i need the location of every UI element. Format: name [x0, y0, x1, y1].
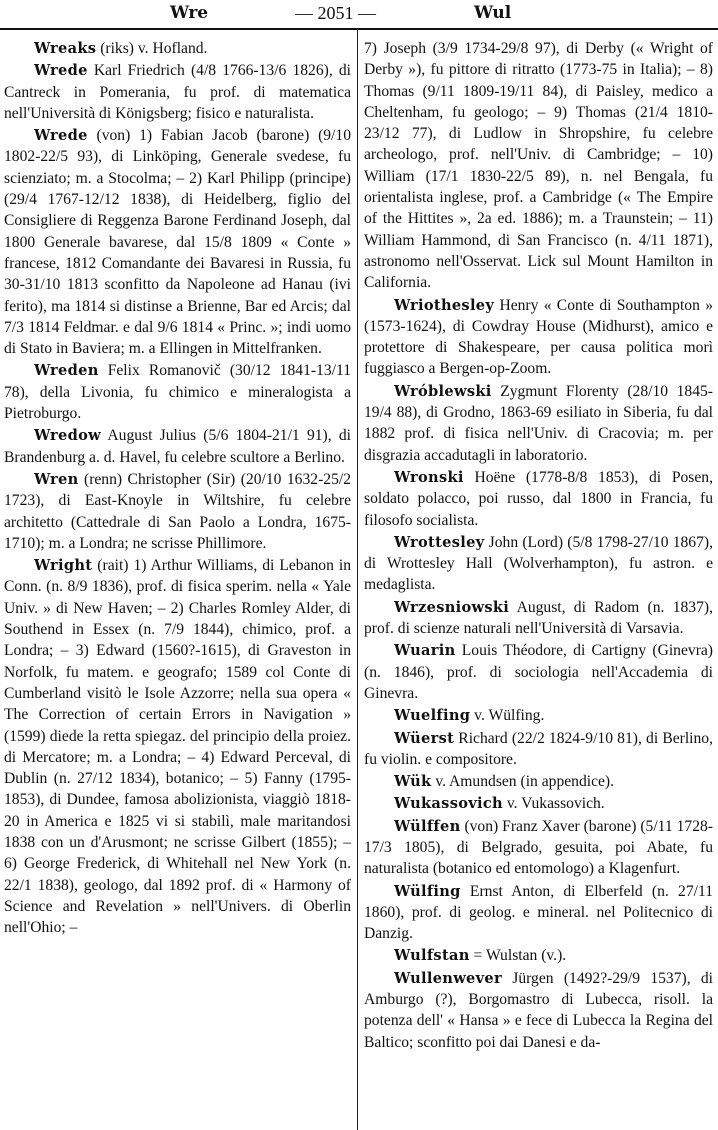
dictionary-entry: [4, 555, 351, 938]
entry-text: v. Vukassovich.: [502, 795, 605, 813]
dictionary-entry: [4, 60, 351, 124]
entry-text: (riks) v. Hofland.: [96, 40, 208, 57]
dictionary-entry: [364, 771, 713, 792]
dictionary-entry: [4, 360, 351, 424]
running-head-left: Wre: [170, 3, 209, 23]
dictionary-entry: [364, 381, 713, 466]
page-header: [0, 0, 718, 30]
entry-headword: Wukassovich: [394, 795, 503, 813]
dictionary-entry: [364, 728, 713, 771]
dictionary-entry: [364, 816, 713, 880]
entry-text: (rait) 1) Arthur Williams, di Lebanon in Conn. (n. 8/9 1836), prof. di fisica sperim. nella « Yale Univ. » di New Haven; – 2) Charles Romley Alder, di Southend in Essex (n. 7/9 1844), chimico, prof. a Londra; – 3) Edward (1560?-1615), di Graveston in Norfolk, fu matem. e geografo; 1589 col Conte di Cumberland visitò le Isole Azzorre; nella sua opera « The Correction of certain Errors in Navigation » (1599) diede la retta spiegaz. del principio della proiez. di Mercatore; m. a Londra; – 4) Edward Perceval, di Dublin (n. 27/12 1834), botanico; – 5) Fanny (1795-1853), di Dundee, famosa abolizionista, viaggiò 1818-20 in America e 1825 vi si stabilì, male maritandosi 1838 con un d'Arusmont; ne scrisse Gilbert (1855); – 6) George Frederick, di Whitehall nel New York (n. 22/1 1838), geologo, dal 1892 prof. di « Harmony of Science and Revelation » nell'Univers. di Oberlin nell'Ohio; –: [4, 557, 351, 937]
entry-headword: Wülffen: [394, 817, 461, 835]
entry-text: Jürgen (1492?-29/9 1537), di Amburgo (?), Borgomastro di Lubecca, risoll. la potenza dell' « Hansa » e fece di Lubecca la Regina del Baltico; sconfitto poi dai Danesi e da-: [364, 969, 713, 1051]
entry-headword: Wreaks: [34, 40, 97, 57]
entry-headword: Wuelfing: [394, 707, 471, 725]
entry-headword: Wright: [34, 557, 93, 575]
entry-headword: Wrede: [34, 62, 88, 80]
entry-headword: Wronski: [394, 468, 464, 486]
entry-text: Louis Théodore, di Cartigny (Ginevra) (n. 1846), prof. di sociologia nell'Accademia di Ginevra.: [364, 642, 713, 702]
entry-headword: Wredow: [34, 427, 102, 445]
entry-headword: Wreden: [34, 362, 99, 380]
entry-text: Zygmunt Florenty (28/10 1845-19/4 88), di Grodno, 1863-69 esiliato in Siberia, fu dal 1882 prof. di fisica nell'Univ. di Cracovia; m. per disgrazia accadutagli in laboratorio.: [364, 382, 713, 464]
dictionary-entry: [364, 945, 713, 966]
entry-headword: Wrzesniowski: [394, 598, 510, 616]
running-head-right: Wul: [474, 3, 512, 23]
dictionary-entry: [364, 881, 713, 945]
entry-text: August, di Radom (n. 1837), prof. di scienze naturali nell'Università di Varsavia.: [364, 598, 713, 638]
entry-headword: Wüerst: [394, 729, 455, 747]
entry-headword: Wrede: [34, 127, 88, 145]
left-column: [4, 38, 351, 939]
dictionary-entry: [364, 295, 713, 380]
entry-text: 7) Joseph (3/9 1734-29/8 97), di Derby (« Wright of Derby »), fu pittore di ritratto (1773-75 in Italia); – 8) Thomas (9/11 1809-19/11 84), di Paisley, medico a Cheltenham, fu geologo; – 9) Thomas (21/4 1810-23/12 77), di Ludlow in Shropshire, fu celebre archeologo, prof. nell'Univ. di Cambridge; – 10) William (17/1 1830-22/5 89), n. nel Bengala, fu orientalista inglese, prof. a Cambridge (« The Empire of the Hittites », 2a ed. 1886); m. a Traunstein; – 11) William Hammond, di San Francisco (n. 4/11 1871), astronomo nell'Osservat. Lick sul Mount Hamilton in California.: [364, 40, 713, 292]
entry-headword: Wren: [34, 470, 79, 488]
entry-text: (von) Franz Xaver (barone) (5/11 1728-17/3 1805), di Belgrado, gesuita, poi Abate, fu naturalista (botanico ed entomologo) a Klagenfurt.: [364, 817, 713, 878]
dictionary-entry: [364, 640, 713, 704]
page-number: — 2051 —: [295, 3, 376, 23]
dictionary-entry: [4, 125, 351, 359]
dictionary-entry: [364, 532, 713, 596]
entry-headword: Wulfstan: [394, 947, 470, 965]
dictionary-entry: [4, 469, 351, 554]
entry-text: Richard (22/2 1824-9/10 81), di Berlino, fu violin. e compositore.: [364, 729, 713, 768]
entry-text: Karl Friedrich (4/8 1766-13/6 1826), di Cantreck in Pomerania, fu prof. di matematica nell'Università di Königsberg; fisico e naturalista.: [4, 62, 351, 122]
right-column: [364, 38, 713, 1054]
entry-headword: Wuarin: [394, 642, 456, 660]
entry-text: Ernst Anton, di Elberfeld (n. 27/11 1860), prof. di geolog. e mineral. nel Politecnico di Danzig.: [364, 882, 713, 943]
entry-headword: Wük: [394, 773, 432, 791]
dictionary-entry: [364, 968, 713, 1053]
dictionary-entry: [364, 793, 713, 814]
entry-text: Henry « Conte di Southampton » (1573-1624), di Cowdray House (Midhurst), amico e protettore di Shakespeare, per causa politica morì fuggiasco a Bergen-op-Zoom.: [364, 296, 713, 378]
entry-text: (von) 1) Fabian Jacob (barone) (9/10 1802-22/5 93), di Linköping, Generale svedese, fu scienziato; m. a Stocolma; – 2) Karl Philipp (principe) (29/4 1767-12/12 1838), di Heidelberg, figlio del Consigliere di Reggenza Barone Ferdinand Joseph, dal 1800 Generale bavarese, dal 15/8 1809 « Conte » francese, 1812 Comandante dei Bavaresi in Russia, fu 30-31/10 1813 sconfitto da Napoleone ad Hanau (ivi ferito), ma 1814 si distinse a Brienne, Bar ed Arcis; dal 7/3 1814 Feldmar. e dal 9/6 1814 « Princ. »; indi uomo di Stato in Baviera; m. a Ellingen in Mittelfranken.: [4, 127, 351, 358]
entry-headword: Wülfing: [394, 882, 461, 900]
entry-headword: Wrottesley: [394, 533, 485, 551]
dictionary-entry: [364, 597, 713, 640]
entry-headword: Wriothesley: [394, 296, 495, 314]
entry-headword: Wullenwever: [394, 969, 502, 987]
entry-text: v. Wülfing.: [470, 707, 545, 725]
entry-headword: Wróblewski: [394, 382, 492, 400]
entry-text: August Julius (5/6 1804-21/1 91), di Brandenburg a. d. Havel, fu celebre scultore a Berlino.: [4, 427, 351, 466]
entry-text: Felix Romanovič (30/12 1841-13/11 78), della Livonia, fu chimico e mineralogista a Pietroburgo.: [4, 362, 351, 423]
dictionary-entry-continued: [364, 38, 713, 294]
dictionary-entry: [364, 467, 713, 531]
column-divider: [357, 30, 358, 1130]
dictionary-entry: [364, 705, 713, 726]
entry-text: = Wulstan (v.).: [469, 947, 567, 965]
entry-text: John (Lord) (5/8 1798-27/10 1867), di Wrottesley Hall (Wolverhampton), fu astron. e medaglista.: [364, 533, 713, 594]
entry-text: v. Amundsen (in appendice).: [431, 773, 615, 791]
dictionary-entry: [4, 425, 351, 468]
entry-text: (renn) Christopher (Sir) (20/10 1632-25/2 1723), di East-Knoyle in Wiltshire, fu celebre architetto (Cattedrale di San Paolo a Londra, 1675-1710); m. a Londra; ne scrisse Phillimore.: [4, 470, 351, 552]
dictionary-entry: [4, 38, 351, 59]
entry-text: Hoëne (1778-8/8 1853), di Posen, soldato polacco, poi russo, dal 1800 in Francia, fu filosofo socialista.: [364, 468, 713, 529]
